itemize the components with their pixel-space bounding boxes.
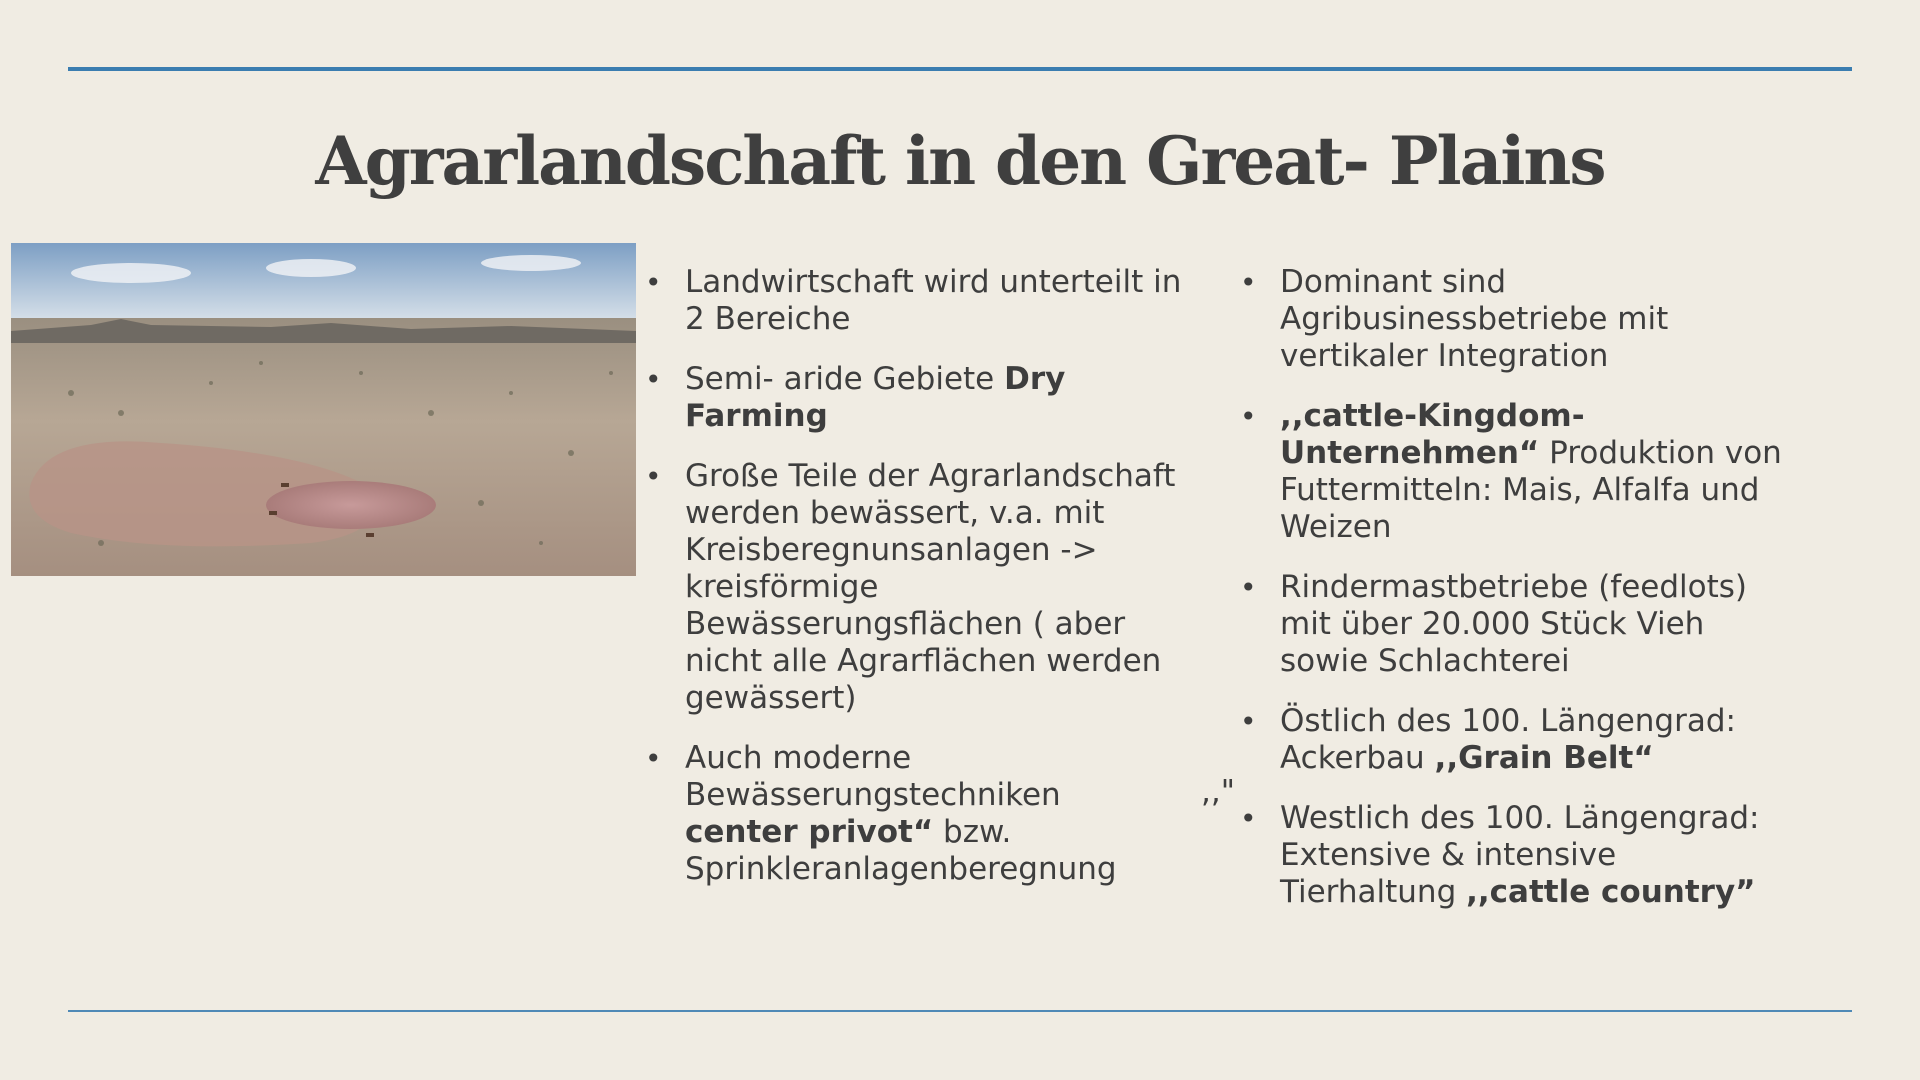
bullet-item: • Rindermastbetriebe (feedlots) mit über 20.000 Stück Vieh sowie Schlachterei: [1280, 569, 1800, 680]
left-bullet-list: [685, 264, 1235, 911]
bullet-item: • Landwirtschaft wird unterteilt in 2 Bereiche: [685, 264, 1205, 338]
landscape-photo: [11, 243, 636, 576]
desert-landscape-icon: [11, 243, 636, 576]
bullet-item: • Dominant sind Agribusinessbetriebe mit vertikaler Integration: [1280, 264, 1800, 375]
bottom-divider: [68, 1010, 1852, 1012]
bullet-item: • Semi- aride Gebiete Dry Farming: [685, 361, 1205, 435]
bullet-item: • Große Teile der Agrarlandschaft werden bewässert, v.a. mit Kreisberegnunsanlagen -> kreisförmige Bewässerungsflächen ( aber nicht alle Agrarflächen werden gewässert): [685, 458, 1205, 717]
bullet-item: • Westlich des 100. Längengrad: Extensive & intensive Tierhaltung ,,cattle country”: [1280, 800, 1800, 911]
bullet-item: • Auch moderne Bewässerungstechniken ,," center privot“ bzw. Sprinkleranlagenberegnung: [685, 740, 1205, 888]
page-title: Agrarlandschaft in den Great- Plains: [315, 122, 1605, 200]
bullet-item: • ,,cattle-Kingdom-Unternehmen“ Produktion von Futtermitteln: Mais, Alfalfa und Weizen: [1280, 398, 1800, 546]
quote-mark: ,,": [1201, 774, 1235, 810]
right-bullet-list: [1280, 264, 1800, 934]
bullet-item: • Östlich des 100. Längengrad: Ackerbau ,,Grain Belt“: [1280, 703, 1800, 777]
top-divider: [68, 67, 1852, 71]
